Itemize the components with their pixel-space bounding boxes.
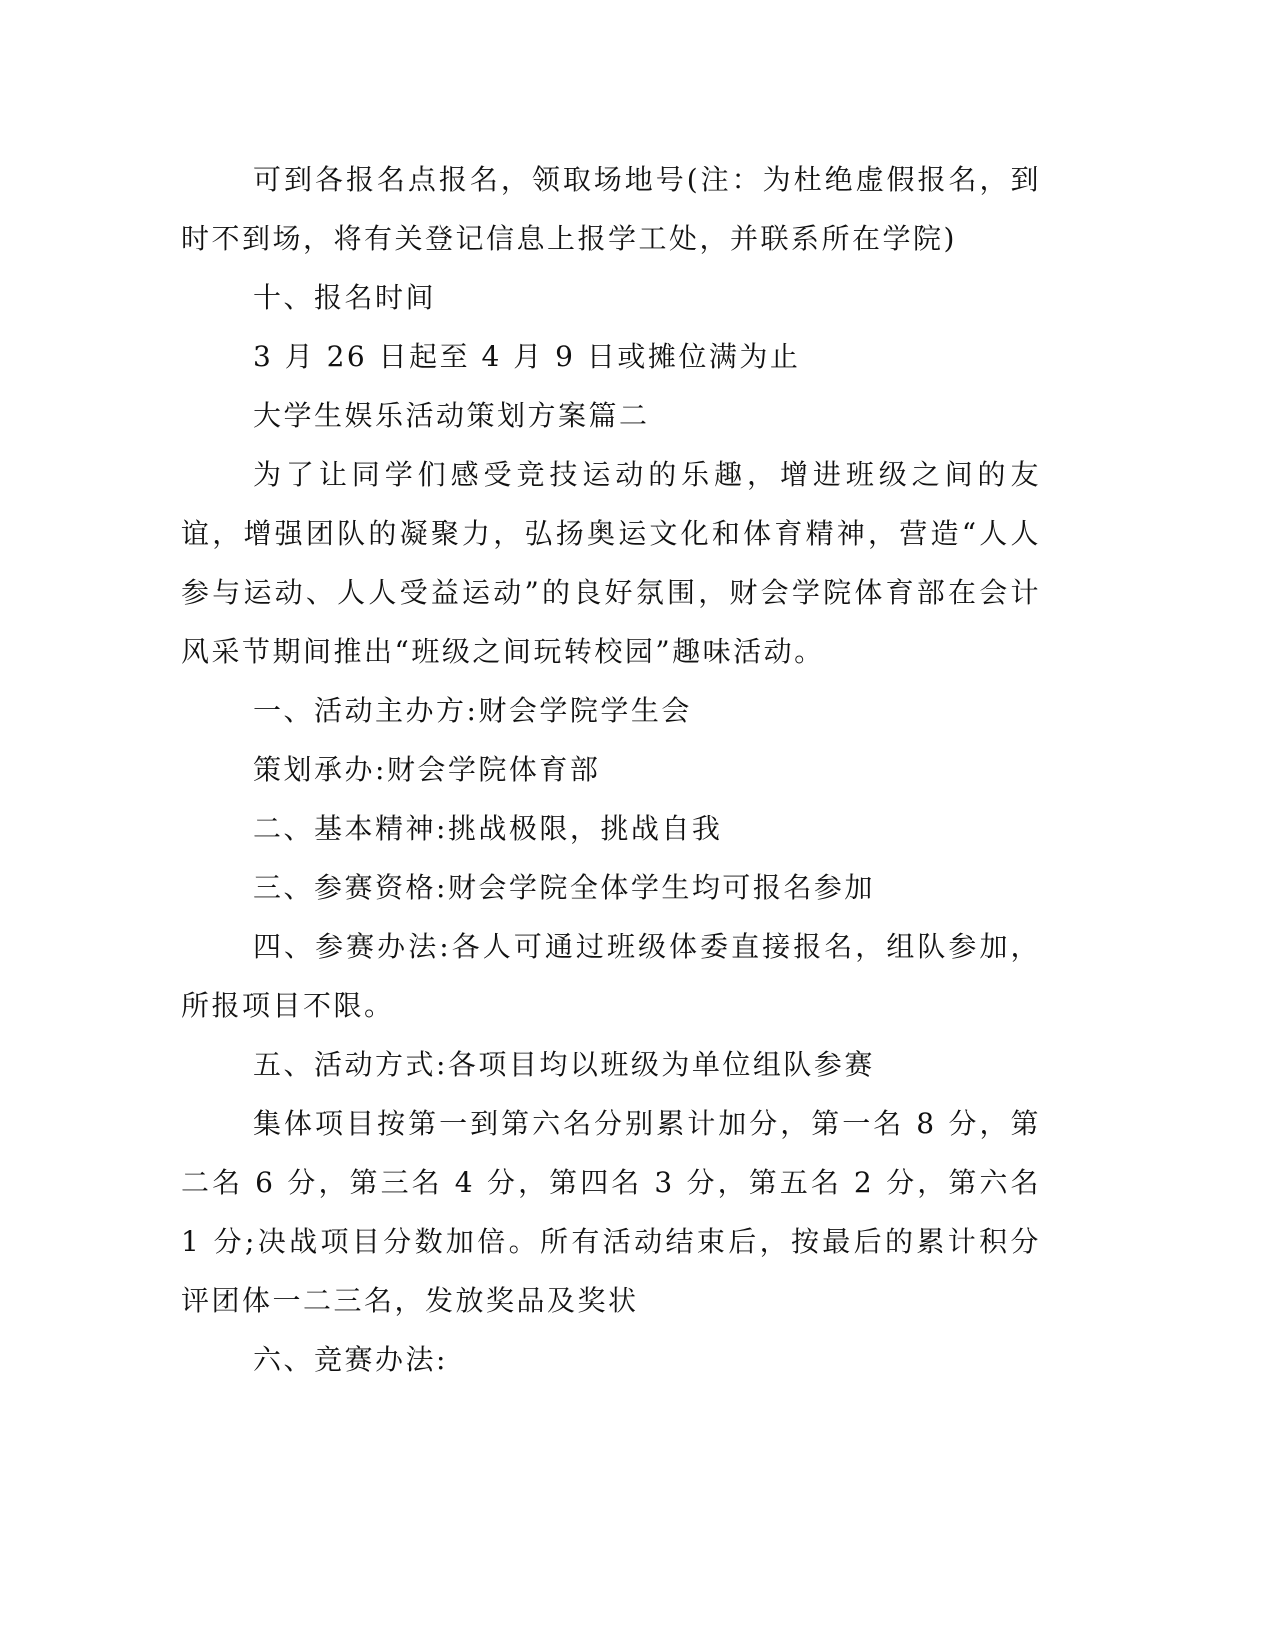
item-organizer: 一、活动主办方:财会学院学生会 <box>253 694 692 727</box>
section-title-plan-two: 大学生娱乐活动策划方案篇二 <box>253 399 650 432</box>
item-planner: 策划承办:财会学院体育部 <box>253 753 601 786</box>
item-basic-spirit: 二、基本精神:挑战极限，挑战自我 <box>253 812 723 845</box>
paragraph-scoring-rules: 集体项目按第一到第六名分别累计加分，第一名 8 分，第二名 6 分，第三名 4 分，第四名 3 分，第五名 2 分，第六名 1 分;决战项目分数加倍。所有活动结束后，按最后的累计积分评团体一二三名，发放奖品及奖状 <box>181 1107 1041 1317</box>
paragraph-registration-dates: 3 月 26 日起至 4 月 9 日或摊位满为止 <box>253 340 801 373</box>
item-activity-format: 五、活动方式:各项目均以班级为单位组队参赛 <box>253 1048 875 1081</box>
paragraph-introduction: 为了让同学们感受竞技运动的乐趣，增进班级之间的友谊，增强团队的凝聚力，弘扬奥运文化和体育精神，营造“人人参与运动、人人受益运动”的良好氛围，财会学院体育部在会计风采节期间推出“班级之间玩转校园”趣味活动。 <box>181 458 1041 668</box>
heading-registration-time: 十、报名时间 <box>253 281 437 314</box>
item-competition-method: 六、竞赛办法: <box>253 1343 448 1376</box>
item-eligibility: 三、参赛资格:财会学院全体学生均可报名参加 <box>253 871 875 904</box>
item-entry-method: 四、参赛办法:各人可通过班级体委直接报名，组队参加，所报项目不限。 <box>181 930 1041 1022</box>
document-body <box>181 150 1041 1389</box>
paragraph-registration-location: 可到各报名点报名，领取场地号(注：为杜绝虚假报名，到时不到场，将有关登记信息上报学工处，并联系所在学院) <box>181 163 1041 255</box>
